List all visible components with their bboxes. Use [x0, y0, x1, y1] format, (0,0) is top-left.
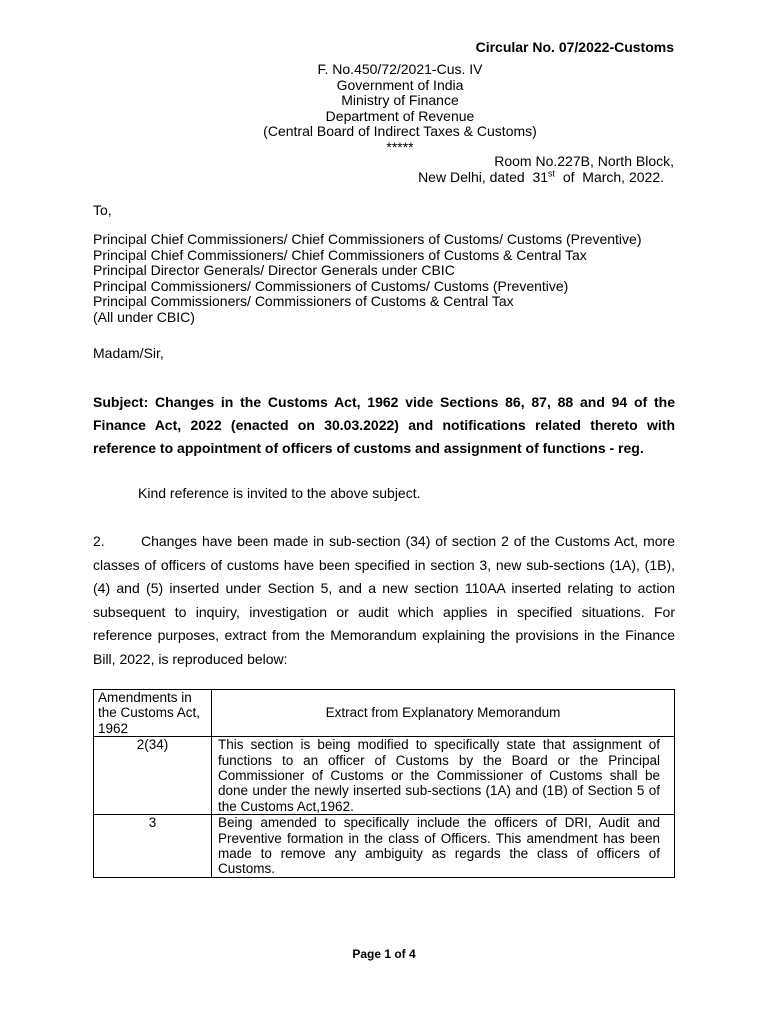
paragraph-text: Changes have been made in sub-section (34) of section 2 of the Customs Act, more classes of officers of customs have been specified in section 3, new sub-sections (1A), (1B), (4) and (5) inserted under Section 5, and a new section 110AA inserted relating to action subsequent to inquiry, investigation or audit which applies in specified situations. For reference purposes, extract from the Memorandum explaining the provisions in the Finance Bill, 2022, is reproduced below: — [93, 533, 675, 667]
table-row — [94, 815, 675, 878]
addressee-list — [93, 232, 642, 326]
addressee-line: Principal Chief Commissioners/ Chief Commissioners of Customs & Central Tax — [93, 246, 587, 263]
date-superscript: st — [548, 167, 556, 178]
column-header-amendments: Amendments in the Customs Act, 1962 — [94, 690, 212, 737]
section-cell: 2(34) — [94, 737, 212, 815]
circular-number: Circular No. 07/2022-Customs — [475, 39, 674, 55]
subject-paragraph: Subject: Changes in the Customs Act, 1962 vide Sections 86, 87, 88 and 94 of the Finance Act, 2022 (enacted on 30.03.2022) and notifications related thereto with reference to appointment of officers of customs and assignment of functions - reg. — [93, 394, 675, 456]
separator-stars: ***** — [386, 138, 414, 155]
extract-cell: Being amended to specifically include the officers of DRI, Audit and Preventive formation in the class of Officers. This amendment has been made to remove any ambiguity as regards the class of officers of Customs. — [212, 815, 675, 878]
table-header-row — [94, 690, 675, 737]
date-prefix: New Delhi, dated 31 — [418, 168, 549, 185]
addressee-line: (All under CBIC) — [93, 308, 195, 325]
addressee-line: Principal Chief Commissioners/ Chief Commissioners of Customs/ Customs (Preventive) — [93, 231, 642, 247]
table-row — [94, 737, 675, 815]
addressee-line: Principal Commissioners/ Commissioners of Customs/ Customs (Preventive) — [93, 277, 569, 294]
amendments-table — [93, 689, 675, 878]
to-label: To, — [93, 202, 112, 218]
addressee-line: Principal Director Generals/ Director Generals under CBIC — [93, 262, 455, 279]
sender-address — [418, 154, 674, 185]
kind-reference-line: Kind reference is invited to the above subject. — [138, 485, 421, 501]
addressee-line: Principal Commissioners/ Commissioners of Customs & Central Tax — [93, 293, 514, 310]
board-line: (Central Board of Indirect Taxes & Customs) — [263, 123, 537, 140]
letter-header — [230, 62, 570, 156]
department-line: Department of Revenue — [325, 107, 475, 124]
page-number: Page 1 of 4 — [352, 947, 416, 961]
room-line: Room No.227B, North Block, — [494, 153, 674, 169]
government-line: Government of India — [336, 76, 464, 93]
section-cell: 3 — [94, 815, 212, 878]
column-header-extract: Extract from Explanatory Memorandum — [212, 690, 675, 737]
date-suffix: of March, 2022. — [555, 168, 664, 185]
paragraph-2 — [93, 530, 675, 671]
file-number: F. No.450/72/2021-Cus. IV — [317, 61, 483, 77]
ministry-line: Ministry of Finance — [341, 92, 459, 109]
salutation: Madam/Sir, — [93, 345, 164, 361]
date-line — [418, 167, 664, 186]
paragraph-number: 2. — [93, 533, 105, 549]
extract-cell: This section is being modified to specifically state that assignment of functions to an officer of Customs by the Board or the Principal Commissioner of Customs or the Commissioner of Customs shall be done under the newly inserted sub-sections (1A) and (1B) of Section 5 of the Customs Act,1962. — [212, 737, 675, 815]
